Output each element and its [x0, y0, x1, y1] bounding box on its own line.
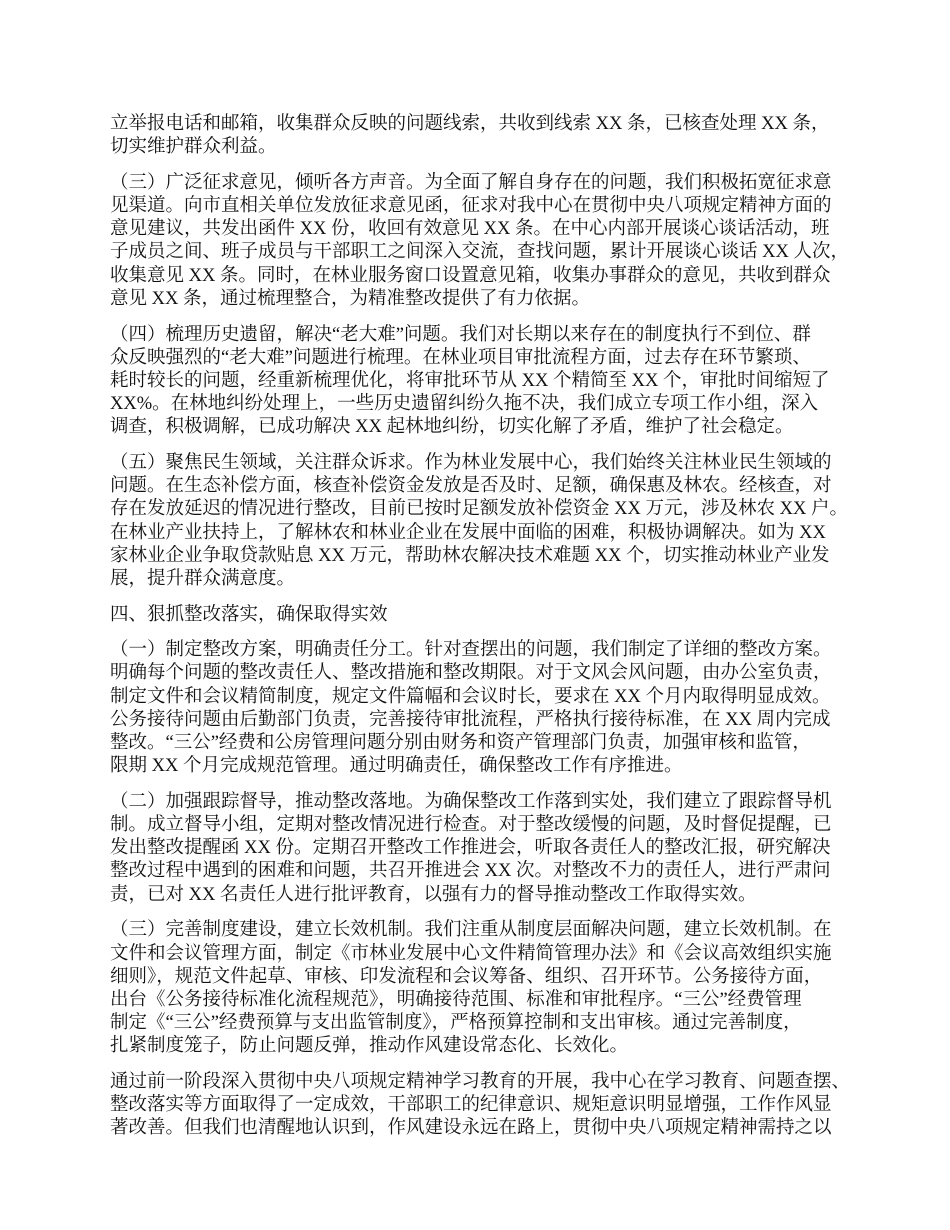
text-line: 调查，积极调解，已成功解决 XX 起林地纠纷，切实化解了矛盾，维护了社会稳定。: [110, 417, 794, 438]
text-line: 在林业产业扶持上，了解林农和林业企业在发展中面临的困难，积极协调解决。如为 XX: [110, 522, 826, 543]
text-line: 家林业企业争取贷款贴息 XX 万元，帮助林农解决技术难题 XX 个，切实推动林业产业发: [110, 545, 830, 566]
text-line: 立举报电话和邮箱，收集群众反映的问题线索，共收到线索 XX 条，已核查处理 XX 条，: [110, 114, 830, 134]
text-line: （三）广泛征求意见，倾听各方声音。为全面了解自身存在的问题，我们积极拓宽征求意: [110, 172, 832, 193]
text-line: 问题。在生态补偿方面，核查补偿资金发放是否及时、足额，确保惠及林农。经核查，对: [110, 476, 832, 497]
paragraph: [110, 172, 870, 311]
text-line: 制定《“三公”经费预算与支出监管制度》，严格预算控制和支出审核。通过完善制度，: [110, 1013, 802, 1034]
text-line: 制。成立督导小组，定期对整改情况进行检查。对于整改缓慢的问题，及时督促提醒，已: [110, 815, 832, 836]
paragraph: [110, 791, 870, 907]
text-line: 众反映强烈的“老大难”问题进行梳理。在林业项目审批流程方面，过去存在环节繁琐、: [110, 347, 811, 368]
text-line: 制定文件和会议精简制度，规定文件篇幅和会议时长，要求在 XX 个月内取得明显成效。: [110, 686, 831, 707]
text-line: 通过前一阶段深入贯彻中央八项规定精神学习教育的开展，我中心在学习教育、问题查摆、: [110, 1071, 851, 1092]
text-line: XX%。在林地纠纷处理上，一些历史遗留纠纷久拖不决，我们成立专项工作小组，深入: [110, 394, 819, 415]
paragraph: [110, 639, 870, 778]
text-line: （三）完善制度建设，建立长效机制。我们注重从制度层面解决问题，建立长效机制。在: [110, 920, 832, 941]
paragraph: [110, 452, 870, 591]
text-line: 耗时较长的问题，经重新梳理优化，将审批环节从 XX 个精简至 XX 个，审批时间缩短了: [110, 370, 830, 391]
text-line: 整改过程中遇到的困难和问题，共召开推进会 XX 次。对整改不力的责任人，进行严肃问: [110, 861, 831, 882]
text-line: 公务接待问题由后勤部门负责，完善接待审批流程，严格执行接待标准，在 XX 周内完成: [110, 709, 831, 730]
paragraph: [110, 1071, 870, 1141]
text-line: 责，已对 XX 名责任人进行批评教育，以强有力的督导推动整改工作取得实效。: [110, 884, 757, 905]
text-line: 意见 XX 条，通过梳理整合，为精准整改提供了有力依据。: [110, 288, 590, 309]
text-line: 整改。“三公”经费和公房管理问题分别由财务和资产管理部门负责，加强审核和监管，: [110, 733, 811, 753]
text-line: 四、狠抓整改落实，确保取得实效: [110, 604, 388, 625]
text-line: 细则》，规范文件起草、审核、印发流程和会议筹备、组织、召开环节。公务接待方面，: [110, 966, 823, 987]
text-line: 明确每个问题的整改责任人、整改措施和整改期限。对于文风会风问题，由办公室负责，: [110, 663, 832, 684]
text-line: 存在发放延迟的情况进行整改，目前已按时足额发放补偿资金 XX 万元，涉及林农 XX 户。: [110, 499, 848, 520]
text-line: （二）加强跟踪督导，推动整改落地。为确保整改工作落到实处，我们建立了跟踪督导机: [110, 791, 832, 812]
text-line: 出台《公务接待标准化流程规范》，明确接待范围、标准和审批程序。“三公”经费管理: [110, 989, 802, 1010]
document-page: [110, 113, 870, 1153]
text-line: （四）梳理历史遗留，解决“老大难”问题。我们对长期以来存在的制度执行不到位、群: [110, 324, 811, 345]
text-line: 扎紧制度笼子，防止问题反弹，推动作风建设常态化、长效化。: [110, 1036, 629, 1057]
paragraph: [110, 113, 870, 159]
text-line: 发出整改提醒函 XX 份。定期召开整改工作推进会，听取各责任人的整改汇报，研究解决: [110, 838, 831, 859]
text-line: 著改善。但我们也清醒地认识到，作风建设永远在路上，贯彻中央八项规定精神需持之以: [110, 1118, 832, 1139]
text-line: （一）制定整改方案，明确责任分工。针对查摆出的问题，我们制定了详细的整改方案。: [110, 640, 832, 661]
text-line: 文件和会议管理方面，制定《市林业发展中心文件精简管理办法》和《会议高效组织实施: [110, 943, 832, 964]
text-line: 切实维护群众利益。: [110, 137, 277, 158]
paragraph: [110, 919, 870, 1058]
text-line: 收集意见 XX 条。同时，在林业服务窗口设置意见箱，收集办事群众的意见，共收到群众: [110, 265, 831, 286]
text-line: 子成员之间、班子成员与干部职工之间深入交流，查找问题，累计开展谈心谈话 XX 人次，: [110, 242, 849, 263]
text-line: （五）聚焦民生领域，关注群众诉求。作为林业发展中心，我们始终关注林业民生领域的: [110, 452, 832, 473]
text-line: 展，提升群众满意度。: [110, 568, 296, 589]
text-line: 见渠道。向市直相关单位发放征求意见函，征求对我中心在贯彻中央八项规定精神方面的: [110, 196, 832, 217]
text-line: 整改落实等方面取得了一定成效，干部职工的纪律意识、规矩意识明显增强，工作作风显: [110, 1095, 832, 1116]
text-line: 限期 XX 个月完成规范管理。通过明确责任，确保整改工作有序推进。: [110, 756, 683, 777]
text-line: 意见建议，共发出函件 XX 份，收回有效意见 XX 条。在中心内部开展谈心谈话活动，班: [110, 219, 830, 240]
section-heading: [110, 604, 870, 627]
paragraph: [110, 324, 870, 440]
